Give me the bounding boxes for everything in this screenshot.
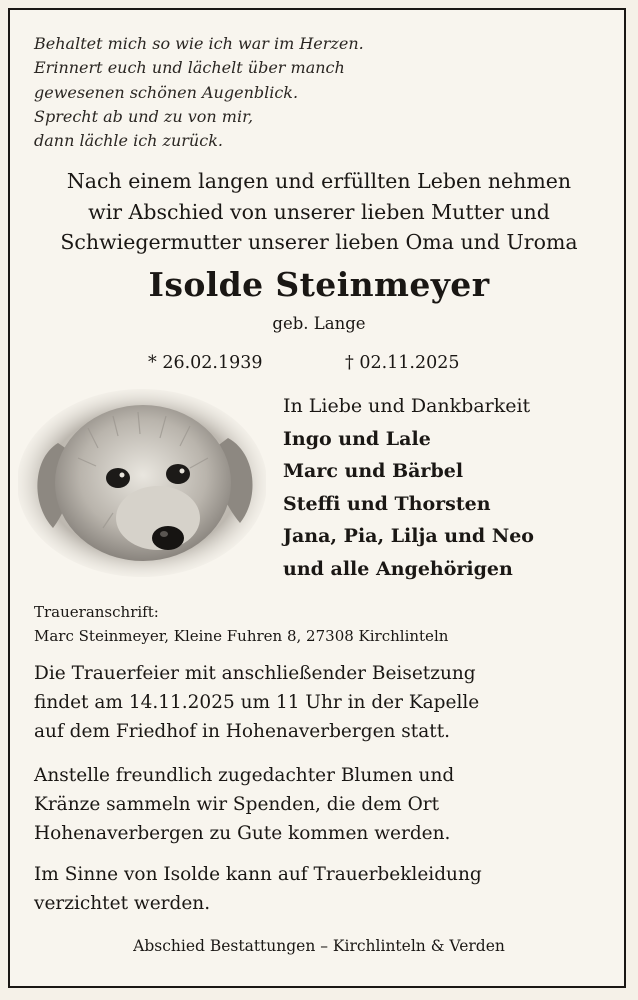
paragraph-line: Die Trauerfeier mit anschließender Beisetzung bbox=[34, 663, 476, 684]
paragraph-line: Hohenaverbergen zu Gute kommen werden. bbox=[34, 823, 451, 845]
birth-date: * 26.02.1939 bbox=[148, 353, 263, 373]
poem bbox=[34, 32, 594, 153]
obituary-card bbox=[8, 8, 626, 988]
paragraph-line: auf dem Friedhof in Hohenaverbergen statt. bbox=[34, 721, 451, 743]
paragraph-line: Anstelle freundlich zugedachter Blumen und bbox=[34, 765, 455, 786]
signer-name: Marc und Bärbel bbox=[283, 460, 464, 482]
address-line: Marc Steinmeyer, Kleine Fuhren 8, 27308 Kirchlinteln bbox=[34, 627, 449, 645]
signer-name: Jana, Pia, Lilja und Neo bbox=[283, 525, 534, 547]
mourning-address bbox=[34, 600, 614, 648]
signer-name: und alle Angehörigen bbox=[283, 557, 513, 580]
paragraph-line: Kränze sammeln wir Spenden, die dem Ort bbox=[34, 794, 440, 816]
signers-intro: In Liebe und Dankbarkeit bbox=[283, 395, 531, 417]
attire-paragraph bbox=[34, 860, 614, 918]
address-label: Traueranschrift: bbox=[34, 603, 159, 621]
donation-paragraph bbox=[34, 761, 614, 849]
poem-line: Sprecht ab und zu von mir, bbox=[34, 106, 254, 126]
signer-name: Ingo und Lale bbox=[283, 427, 431, 450]
signer-name: Steffi und Thorsten bbox=[283, 492, 491, 515]
paragraph-line: Im Sinne von Isolde kann auf Trauerbekleidung bbox=[34, 864, 482, 885]
poem-line: Erinnert euch und lächelt über manch bbox=[34, 58, 345, 78]
funeral-info-paragraph bbox=[34, 659, 614, 747]
paragraph-line: verzichtet werden. bbox=[34, 893, 211, 915]
intro-line: Nach einem langen und erfüllten Leben nehmen bbox=[66, 169, 572, 193]
death-date: † 02.11.2025 bbox=[345, 353, 460, 373]
poem-line: gewesenen schönen Augenblick. bbox=[34, 82, 299, 102]
poem-line: Behaltet mich so wie ich war im Herzen. bbox=[34, 34, 364, 53]
poem-line: dann lächle ich zurück. bbox=[34, 131, 223, 151]
intro-line: Schwiegermutter unserer lieben Oma und Uroma bbox=[60, 230, 578, 254]
paragraph-line: findet am 14.11.2025 um 11 Uhr in der Kapelle bbox=[34, 692, 480, 714]
funeral-home-footer: Abschied Bestattungen – Kirchlinteln & Verden bbox=[133, 937, 505, 955]
dog-photo-icon bbox=[18, 388, 266, 578]
maiden-name: geb. Lange bbox=[272, 314, 366, 333]
intro-line: wir Abschied von unserer lieben Mutter und bbox=[88, 199, 550, 224]
signers-block bbox=[283, 390, 613, 585]
deceased-name: Isolde Steinmeyer bbox=[148, 265, 490, 304]
intro-text bbox=[10, 166, 628, 258]
